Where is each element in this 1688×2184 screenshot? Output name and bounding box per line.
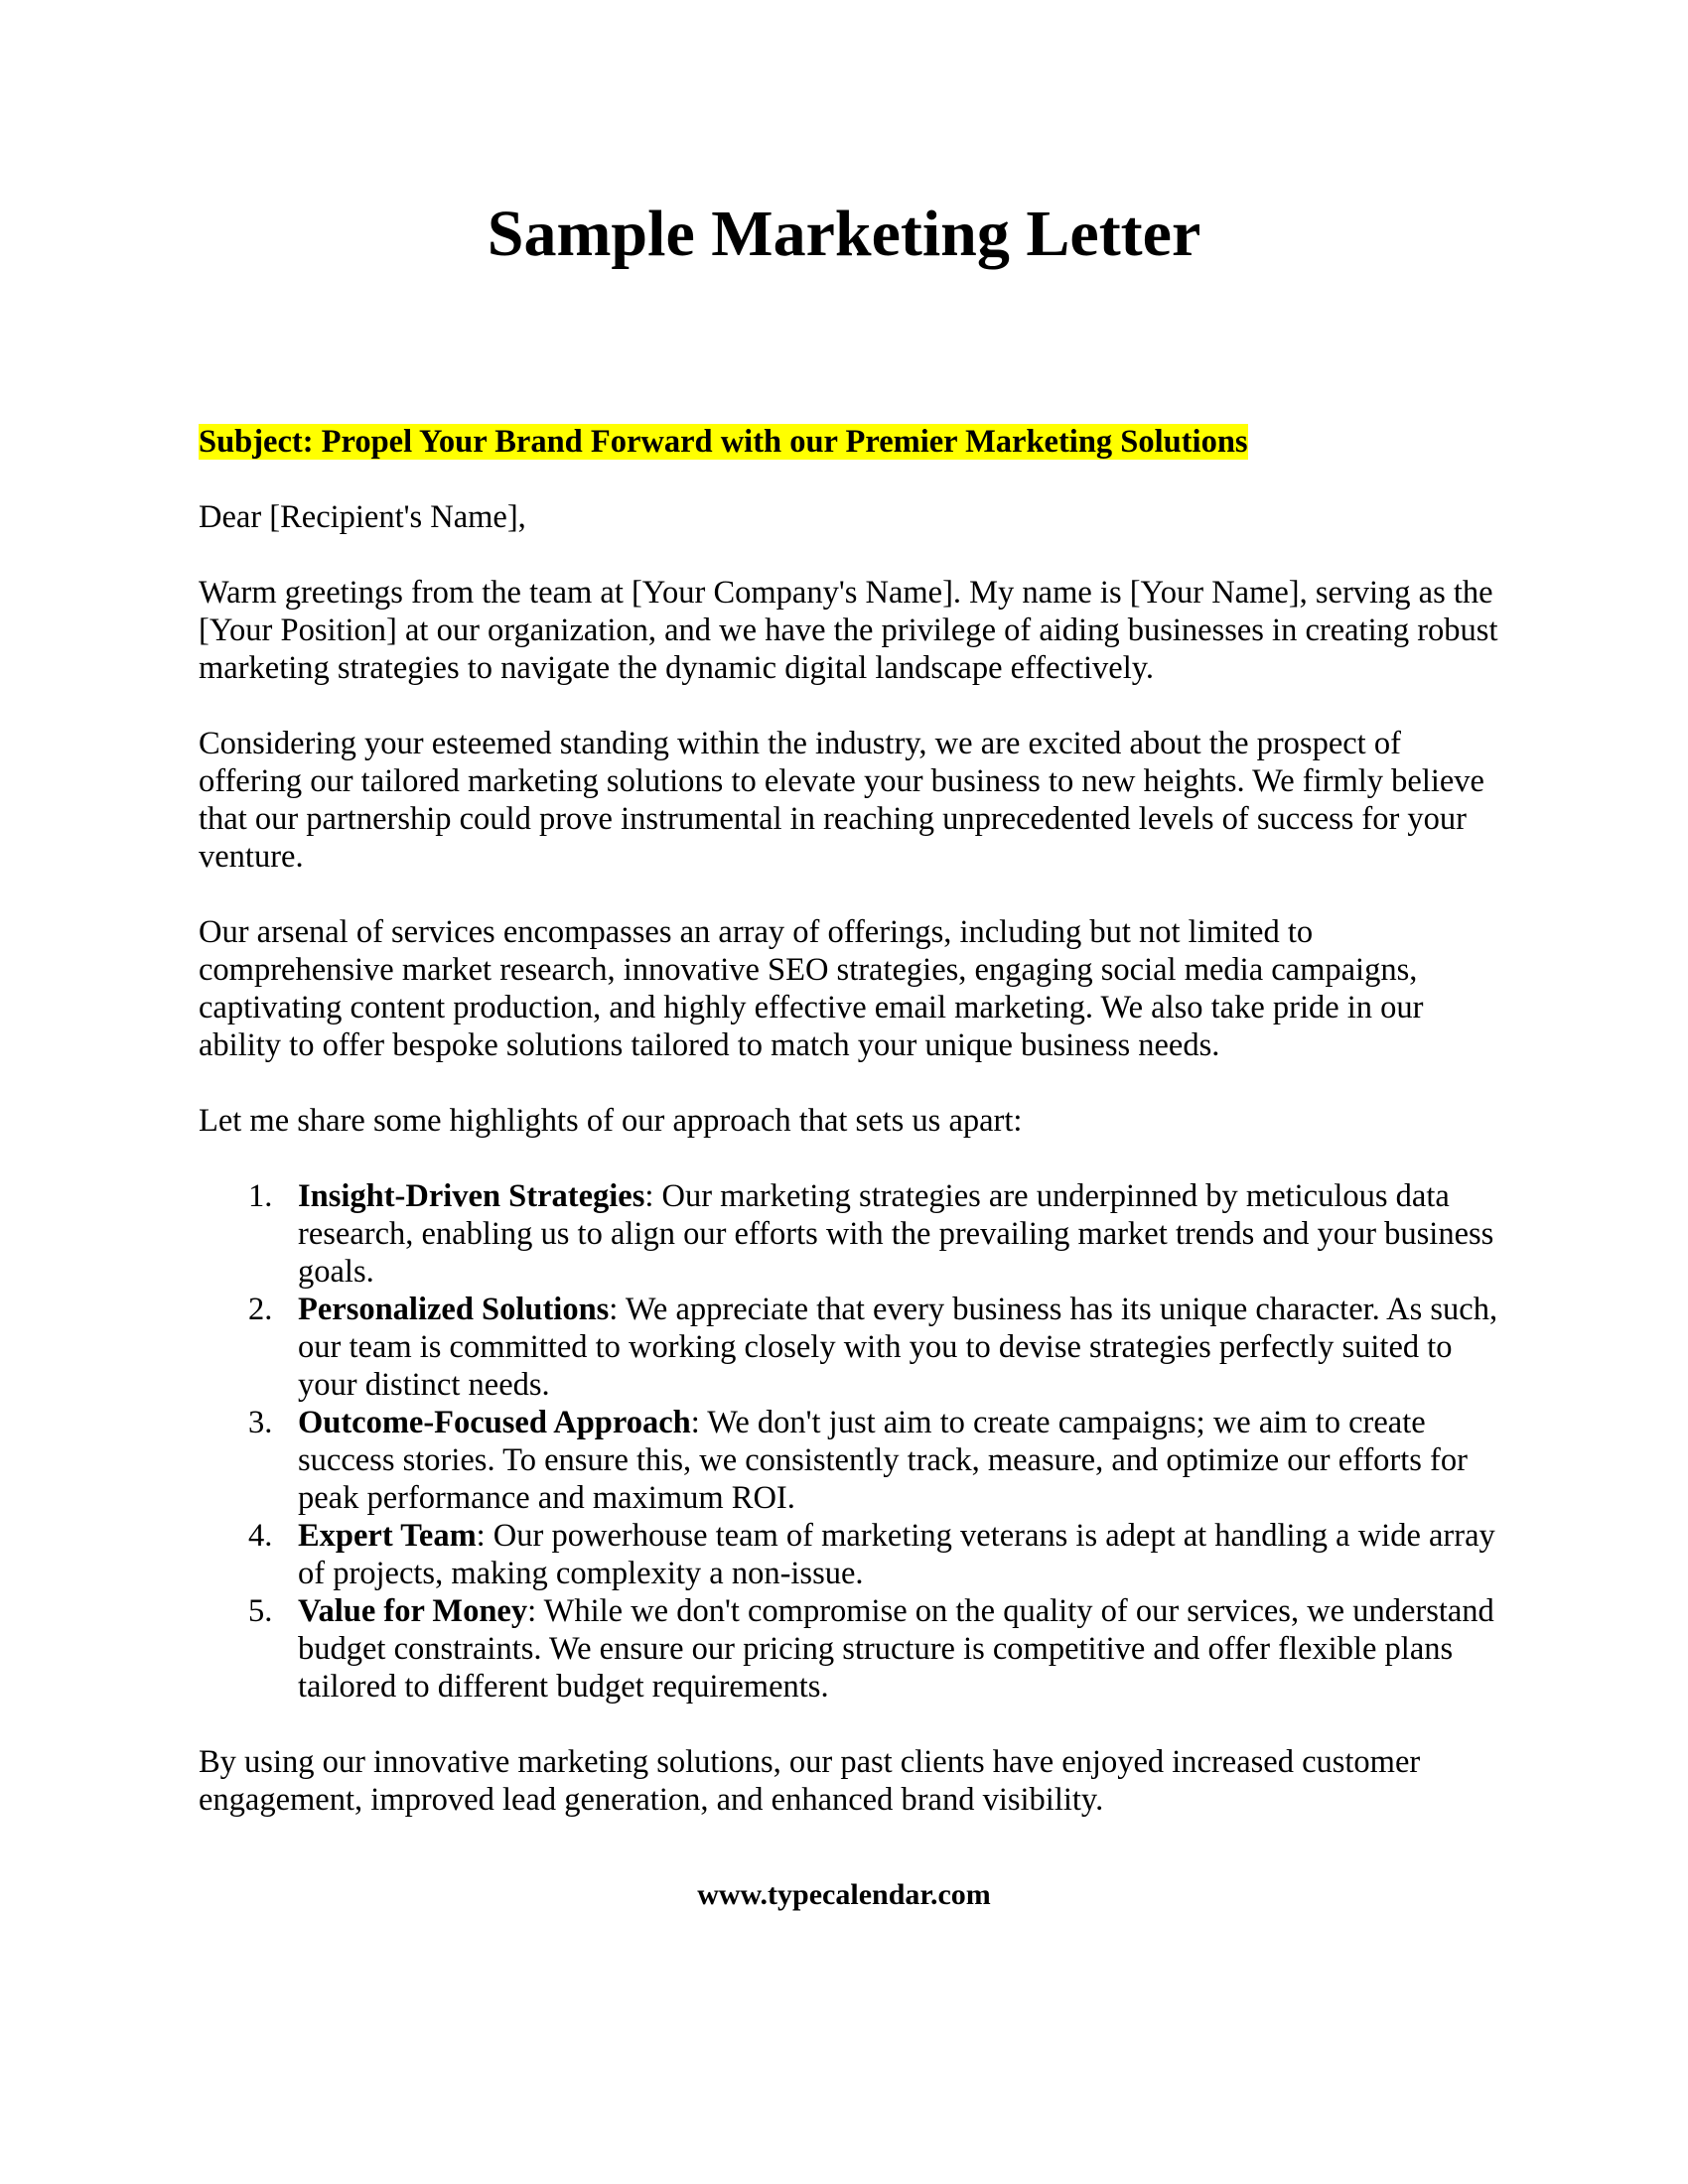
paragraph-highlights-intro: Let me share some highlights of our approach that sets us apart: bbox=[199, 1103, 1023, 1139]
closing-paragraph: By using our innovative marketing solutions, our past clients have enjoyed increased customer engagement, improved lead generation, and enhanced brand visibility. bbox=[199, 1744, 1421, 1818]
list-item-term: Insight-Driven Strategies bbox=[298, 1178, 645, 1214]
paragraph-proposal: Considering your esteemed standing within the industry, we are excited about the prospect of offering our tailored marketing solutions to elevate your business to new heights. We firmly believe that our partnership could prove instrumental in reaching unprecedented levels of success for your venture. bbox=[199, 726, 1484, 875]
list-item-term: Expert Team bbox=[298, 1518, 477, 1554]
list-number: 4. bbox=[248, 1518, 273, 1554]
list-item-text: : While we don't compromise on the quality of our services, we understand budget constraints. We ensure our pricing structure is competitive and offer flexible plans tailored to different budget requirements. bbox=[298, 1593, 1494, 1705]
list-item-text: : We don't just aim to create campaigns; we aim to create success stories. To ensure this, we consistently track, measure, and optimize our efforts for peak performance and maximum ROI. bbox=[298, 1405, 1468, 1516]
letter-body bbox=[199, 423, 1499, 1856]
list-item bbox=[199, 1177, 1499, 1291]
list-item bbox=[199, 1592, 1499, 1706]
list-item-text: : We appreciate that every business has its unique character. As such, our team is committed to working closely with you to devise strategies perfectly suited to your distinct needs. bbox=[298, 1292, 1498, 1403]
list-item bbox=[199, 1291, 1499, 1404]
salutation: Dear [Recipient's Name], bbox=[199, 499, 526, 535]
list-item-text: : Our powerhouse team of marketing veterans is adept at handling a wide array of projects, making complexity a non-issue. bbox=[298, 1518, 1495, 1591]
list-number: 3. bbox=[248, 1405, 273, 1440]
list-number: 2. bbox=[248, 1292, 273, 1327]
list-number: 1. bbox=[248, 1178, 273, 1214]
list-item bbox=[199, 1517, 1499, 1592]
paragraph-services: Our arsenal of services encompasses an array of offerings, including but not limited to comprehensive market research, innovative SEO strategies, engaging social media campaigns, captivating content production, and highly effective email marketing. We also take pride in our ability to offer bespoke solutions tailored to match your unique business needs. bbox=[199, 914, 1424, 1063]
list-item-term: Value for Money bbox=[298, 1593, 528, 1629]
paragraph-intro: Warm greetings from the team at [Your Company's Name]. My name is [Your Name], serving as the [Your Position] at our organization, and we have the privilege of aiding businesses in creating robust marketing strategies to navigate the dynamic digital landscape effectively. bbox=[199, 575, 1498, 686]
highlights-list bbox=[199, 1177, 1499, 1706]
footer-url: www.typecalendar.com bbox=[697, 1878, 991, 1911]
subject-highlight: Subject: Propel Your Brand Forward with our Premier Marketing Solutions bbox=[199, 424, 1248, 460]
subject-line bbox=[199, 423, 1499, 461]
list-item-term: Personalized Solutions bbox=[298, 1292, 610, 1327]
list-item-text: : Our marketing strategies are underpinned by meticulous data research, enabling us to align our efforts with the prevailing market trends and your business goals. bbox=[298, 1178, 1494, 1290]
list-item bbox=[199, 1404, 1499, 1517]
list-number: 5. bbox=[248, 1593, 273, 1629]
page-title: Sample Marketing Letter bbox=[487, 198, 1201, 270]
list-item-term: Outcome-Focused Approach bbox=[298, 1405, 691, 1440]
